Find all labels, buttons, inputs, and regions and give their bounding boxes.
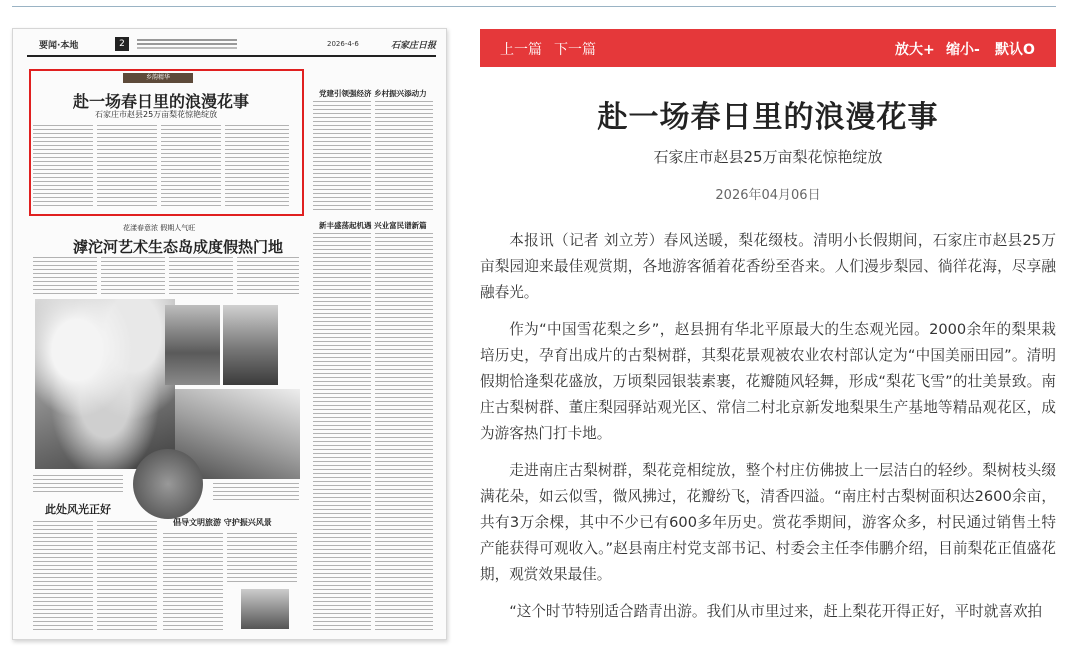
article-paragraph: 本报讯（记者 刘立芳）春风送暖，梨花缀枝。清明小长假期间，石家庄市赵县25万亩梨园迎来最佳观赏期，各地游客循着花香纷至沓来。人们漫步梨园、徜徉花海，尽享融融春光。 xyxy=(480,232,1056,301)
thumb-headline-4: 倡导文明旅游 守护振兴风景 xyxy=(173,518,272,527)
text-column xyxy=(313,101,371,211)
article-paragraph: 走进南庄古梨树群，梨花竞相绽放，整个村庄仿佛披上一层洁白的轻纱。梨树枝头缀满花朵，如云似雪，微风拂过，花瓣纷飞，清香四溢。“南庄村古梨树面积达2600余亩，共有3万余棵，其中不少已有600多年历史。赏花季期间，游客众多，村民通过销售土特产能获得可观收入。”赵县南庄村党支部书记、村委会主任李伟鹏介绍，目前梨花正值盛花期，观赏效果最佳。 xyxy=(480,462,1056,583)
font-shrink-button[interactable]: 缩小- xyxy=(946,39,980,59)
thumb-headline-main-sub: 石家庄市赵县25万亩梨花惊艳绽放 xyxy=(95,110,218,119)
font-default-button[interactable]: 默认O xyxy=(995,39,1035,59)
article-kicker: 乡韵精华 xyxy=(123,73,193,83)
text-column xyxy=(33,257,97,297)
visitors-photo xyxy=(223,305,278,385)
photo-caption xyxy=(213,483,299,501)
text-column xyxy=(313,233,371,633)
text-column xyxy=(97,521,157,631)
selected-article-highlight[interactable] xyxy=(29,69,304,216)
article-title: 赴一场春日里的浪漫花事 xyxy=(597,100,939,135)
article-paragraph: 作为“中国雪花梨之乡”，赵县拥有华北平原最大的生态观光园。2000余年的梨果栽培历史，孕育出成片的古梨树群，其梨花景观被农业农村部认定为“中国美丽田园”。清明假期恰逢梨花盛放，万顷梨园银装素裹，花瓣随风轻舞，形成“梨花飞雪”的壮美景致。南庄古梨树群、董庄梨园驿站观光区、常信二村北京新发地梨果生产基地等精品观花区，成为游客热门打卡地。 xyxy=(480,321,1056,442)
text-column xyxy=(33,521,93,631)
font-enlarge-button[interactable]: 放大+ xyxy=(895,39,935,59)
section-label: 要闻·本地 xyxy=(39,41,79,51)
page-header xyxy=(27,37,436,57)
thumb-right-headline-2: 新丰盛荡起机遇 兴业富民谱新篇 xyxy=(319,221,427,230)
next-article-link[interactable]: 下一篇 xyxy=(554,39,596,59)
previous-article-link[interactable]: 上一篇 xyxy=(500,39,542,59)
text-column xyxy=(237,257,299,297)
article-date: 2026年04月06日 xyxy=(715,188,821,203)
article-toolbar xyxy=(480,29,1056,67)
photo-caption xyxy=(33,475,123,493)
footer-photo xyxy=(241,589,289,629)
page-number: 2 xyxy=(115,37,129,51)
page-date: 2026-4-6 xyxy=(327,40,359,48)
text-column xyxy=(101,257,165,297)
thumb-headline-main: 赴一场春日里的浪漫花事 xyxy=(73,92,250,111)
text-column xyxy=(227,533,297,583)
thumb-right-headline-1: 党建引领强经济 乡村振兴添动力 xyxy=(319,89,427,98)
header-fine-print xyxy=(137,39,237,41)
text-column xyxy=(169,257,233,297)
pear-blossom-photo xyxy=(35,299,175,469)
article-body xyxy=(480,228,1056,636)
article-paragraph: “这个时节特别适合踏青出游。我们从市里过来，赶上梨花开得正好，平时就喜欢拍 xyxy=(509,603,1043,620)
article-subtitle: 石家庄市赵县25万亩梨花惊艳绽放 xyxy=(653,148,883,166)
text-column xyxy=(375,101,433,211)
thumb-headline-3: 此处风光正好 xyxy=(45,503,111,516)
circular-photo xyxy=(133,449,203,519)
thumb-headline-2-kicker: 花漾春意浓 假期人气旺 xyxy=(123,224,196,232)
text-column xyxy=(163,533,223,633)
newspaper-page-thumbnail[interactable] xyxy=(12,28,447,640)
top-divider xyxy=(12,6,1056,7)
visitors-photo xyxy=(165,305,220,385)
masthead: 石家庄日报 xyxy=(390,41,436,51)
thumb-headline-2: 滹沱河艺术生态岛成度假热门地 xyxy=(73,238,284,256)
text-column xyxy=(375,233,433,633)
